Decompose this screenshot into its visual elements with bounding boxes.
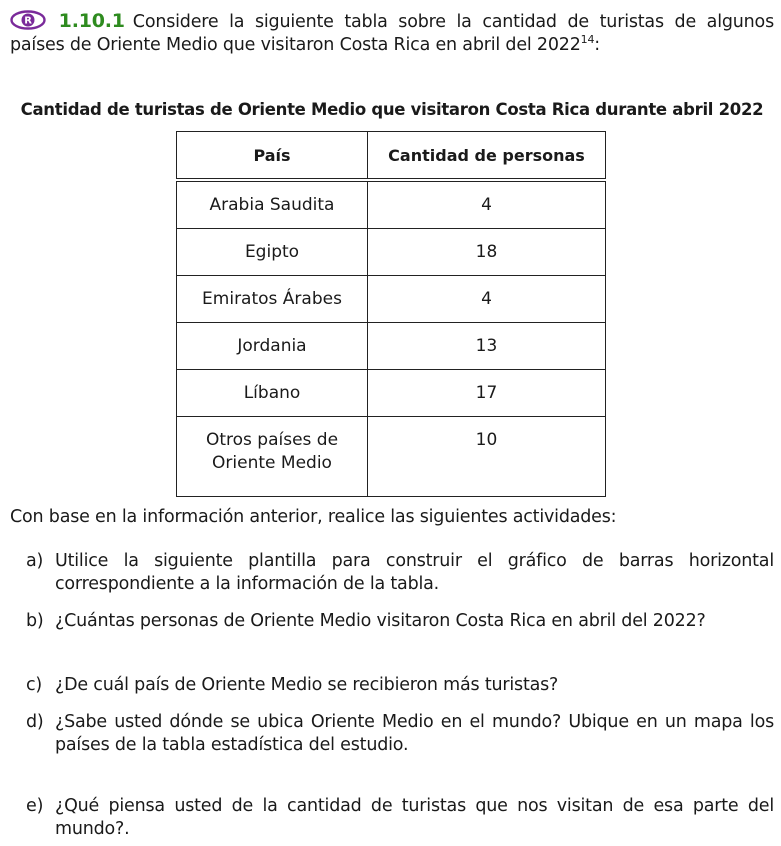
table-row	[176, 417, 606, 497]
activity-label: a)	[26, 551, 44, 571]
country-cell	[176, 417, 368, 497]
header-count: Cantidad de personas	[368, 131, 606, 178]
activity-d	[26, 711, 774, 757]
table-row	[176, 181, 606, 229]
count-cell: 10	[368, 417, 606, 497]
country-line-1: Otros países de	[205, 430, 339, 450]
activity-e	[26, 795, 774, 841]
activity-text: ¿Sabe usted dónde se ubica Oriente Medio en el mundo? Ubique en un mapa los países de la tabla estadística del estudio.	[55, 712, 774, 755]
exercise-intro-text: Considere la siguiente tabla sobre la cantidad de turistas de algunos países de Oriente Medio que visitaron Costa Rica en abril del 2022	[10, 12, 774, 55]
count-cell: 17	[368, 370, 606, 417]
r-badge-icon	[10, 10, 46, 30]
exercise-number: 1.10.1	[58, 10, 125, 32]
table-title: Cantidad de turistas de Oriente Medio que visitaron Costa Rica durante abril 2022	[20, 100, 764, 119]
table-row	[176, 323, 606, 370]
country-cell: Arabia Saudita	[176, 181, 368, 229]
header-country: País	[176, 131, 368, 178]
instructions: Con base en la información anterior, realice las siguientes actividades:	[10, 507, 617, 527]
count-cell: 4	[368, 276, 606, 323]
table-row	[176, 370, 606, 417]
tourist-table	[176, 131, 606, 497]
activity-c	[26, 674, 774, 697]
activity-label: c)	[26, 675, 43, 695]
country-line-2: Oriente Medio	[212, 453, 332, 473]
activity-label: b)	[26, 611, 44, 631]
activity-b	[26, 610, 774, 633]
footnote-marker: 14	[580, 33, 595, 47]
country-cell: Egipto	[176, 229, 368, 276]
country-cell: Jordania	[176, 323, 368, 370]
activity-a	[26, 550, 774, 596]
count-cell: 4	[368, 181, 606, 229]
activity-label: e)	[26, 796, 44, 816]
count-cell: 13	[368, 323, 606, 370]
activity-text: ¿De cuál país de Oriente Medio se recibieron más turistas?	[55, 675, 559, 695]
activity-label: d)	[26, 712, 44, 732]
svg-text:R: R	[24, 15, 32, 27]
exercise-intro	[10, 10, 774, 57]
intro-colon: :	[594, 35, 600, 55]
table-row	[176, 276, 606, 323]
country-cell: Líbano	[176, 370, 368, 417]
activity-text: ¿Qué piensa usted de la cantidad de turistas que nos visitan de esa parte del mundo?.	[55, 796, 774, 839]
country-cell: Emiratos Árabes	[176, 276, 368, 323]
activity-text: ¿Cuántas personas de Oriente Medio visitaron Costa Rica en abril del 2022?	[55, 611, 706, 631]
activity-text: Utilice la siguiente plantilla para construir el gráfico de barras horizontal correspondiente a la información de la tabla.	[55, 551, 774, 594]
count-cell: 18	[368, 229, 606, 276]
table-row	[176, 229, 606, 276]
